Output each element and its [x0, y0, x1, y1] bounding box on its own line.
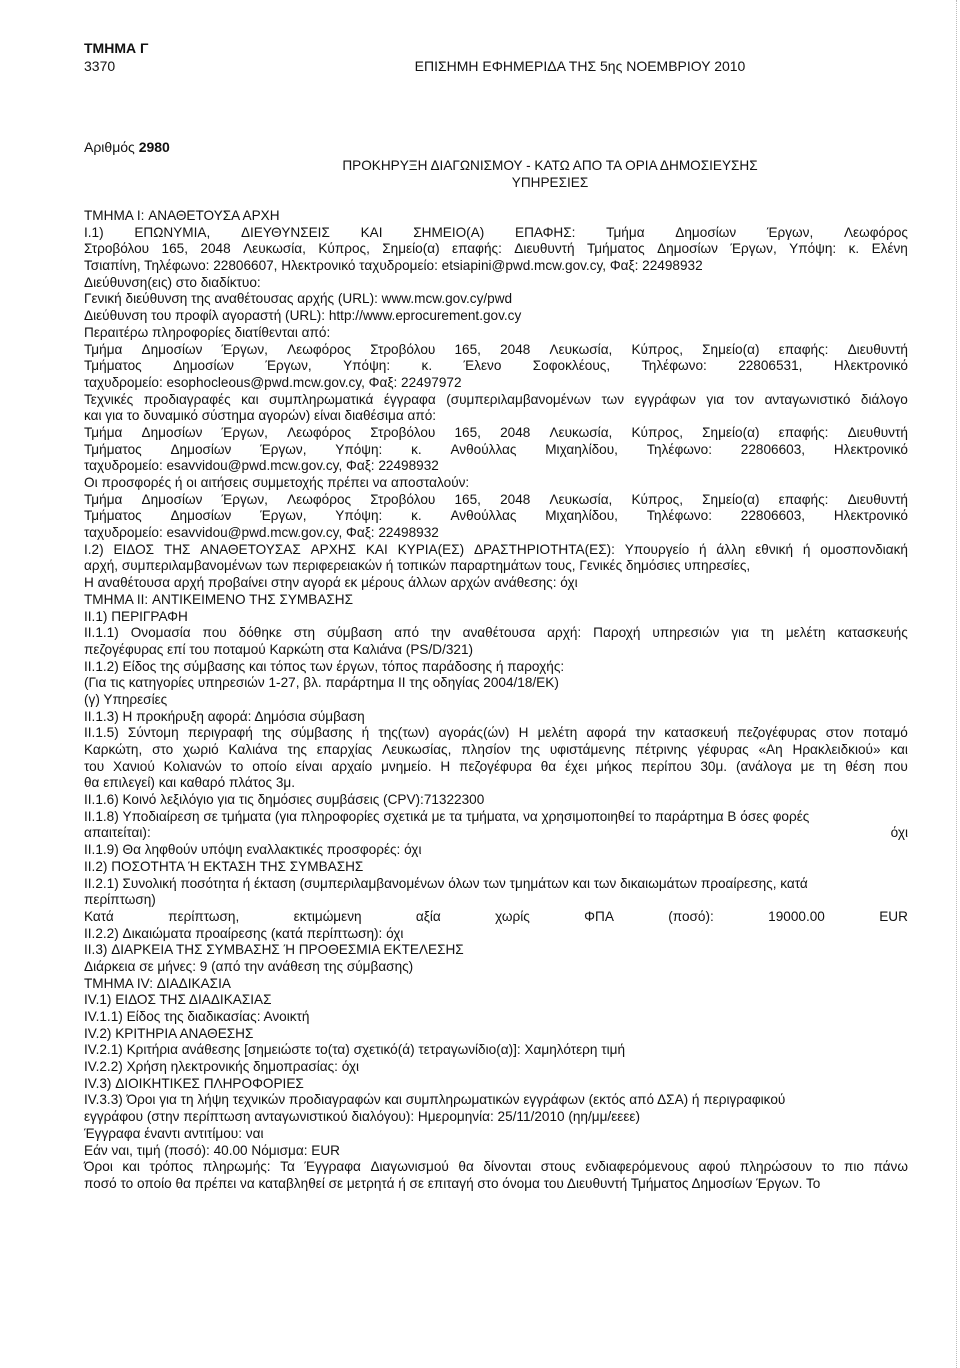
word: Διευθυντή	[847, 491, 908, 507]
word: ή	[802, 541, 811, 557]
text-line: II.1.6) Κοινό λεξιλόγιο για τις δημόσιες συμβάσεις (CPV):71322300	[84, 792, 485, 808]
word: πιο	[843, 1159, 864, 1175]
word: Έλενο	[463, 358, 502, 374]
word: Έργων,	[260, 508, 307, 524]
word: αξία	[415, 908, 441, 924]
word: I.2)	[84, 541, 104, 557]
word: Στροβόλου	[370, 424, 436, 440]
word: αγοράς(ών)	[438, 725, 510, 741]
text-line: II.1.9) Θα ληφθούν υπόψη εναλλακτικές προσφορές: όχι	[84, 842, 422, 858]
word: αφού	[698, 1159, 731, 1175]
word: 19000.00	[768, 908, 825, 924]
word: Λευκωσία,	[549, 424, 613, 440]
word: Δημοσίων	[141, 341, 203, 357]
word: Χανιού	[113, 758, 155, 774]
word: Ηλεκτρονικό	[833, 508, 908, 524]
word: 2048	[500, 424, 531, 440]
word: «Αη	[758, 742, 783, 757]
word: τρόπος	[149, 1159, 194, 1175]
word: χωριό	[183, 742, 219, 757]
text-line: IV.2) ΚΡΙΤΗΡΙΑ ΑΝΑΘΕΣΗΣ	[84, 1025, 254, 1041]
word: επαφής:	[778, 491, 829, 507]
text-line	[84, 508, 908, 525]
text-line	[84, 909, 908, 926]
word: ΔΡΑΣΤΗΡΙΟΤΗΤΑ(ΕΣ):	[473, 541, 615, 557]
word: θα	[458, 1159, 474, 1175]
text-line: και για το δυναμικό σύστημα αγορών) είναι διαθέσιμα από:	[84, 408, 437, 424]
word: (συμπεριλαμβανομένων	[446, 391, 591, 407]
word: Κύπρος,	[631, 424, 683, 440]
word: περίπτωση,	[168, 908, 240, 924]
text-line: II.1.2) Είδος της σύμβασης και τόπος των έργων, τόπος παράδοσης ή παροχής:	[84, 658, 565, 674]
word: Έργων,	[221, 424, 268, 440]
text-line: IV.3) ΔΙΟΙΚΗΤΙΚΕΣ ΠΛΗΡΟΦΟΡΙΕΣ	[84, 1075, 304, 1091]
text-line: πεζογέφυρας επί του ποταμού Καρκώτη στα Καλιάνα (PS/D/321)	[84, 641, 474, 657]
word: Ηλεκτρονικό	[833, 358, 908, 374]
word: Ηρακλειδκιού»	[792, 742, 881, 757]
word: τη	[823, 758, 837, 774]
text-line: (γ) Υπηρεσίες	[84, 691, 168, 707]
word: Τηλέφωνο:	[641, 358, 707, 374]
word: επαφής:	[778, 341, 829, 357]
word: της	[261, 725, 282, 741]
text-line: περίπτωση)	[84, 892, 156, 908]
word: υφιστάμενης	[549, 742, 626, 757]
word: Καλιάνα	[228, 742, 278, 757]
word: Κύπρος,	[631, 491, 683, 507]
word: Όροι	[84, 1159, 113, 1175]
word: Δημοσίων	[173, 358, 234, 374]
word: 2048	[500, 341, 531, 357]
word: πεζογέφυρα	[459, 758, 532, 774]
word: EUR	[879, 908, 908, 924]
word: 22806531,	[738, 358, 803, 374]
word: πλησίον	[461, 742, 511, 757]
word: μνημείο.	[381, 758, 432, 774]
word: 22806603,	[740, 508, 806, 524]
word: Τεχνικές	[84, 391, 134, 407]
word: Στροβόλου	[84, 241, 150, 257]
word: σύμβασης	[290, 725, 353, 741]
word: του	[84, 758, 105, 774]
word: για	[731, 625, 750, 641]
text-line: Οι προσφορές ή οι αιτήσεις συμμετοχής πρέπει να αποσταλούν:	[84, 475, 470, 490]
word: επαφής:	[452, 241, 502, 257]
word: Η	[440, 758, 451, 774]
word: έχει	[564, 758, 588, 774]
word: εκτιμώμενη	[293, 908, 362, 924]
notice-title-line: ΥΠΗΡΕΣΙΕΣ	[511, 174, 589, 190]
word: που	[883, 758, 908, 774]
word: ΕΙΔΟΣ	[113, 541, 155, 557]
word: Έργων,	[730, 241, 777, 257]
word: πεζογέφυρας	[737, 725, 817, 741]
word: που	[202, 625, 227, 641]
word: μήκος	[596, 758, 633, 774]
word: Σημείο(α)	[702, 491, 760, 507]
word: Στροβόλου	[370, 491, 436, 507]
word: Σημείο(α)	[702, 424, 760, 440]
word: ΑΡΧΗΣ	[310, 541, 356, 557]
word: Σημείο(α)	[702, 341, 760, 357]
journal-header: ΕΠΙΣΗΜΗ ΕΦΗΜΕΡΙΔΑ ΤΗΣ 5ης ΝΟΕΜΒΡΙΟΥ 2010	[414, 58, 746, 74]
word: Τμήματος	[84, 441, 142, 457]
word: 2048	[200, 241, 231, 257]
word: Μιχαηλίδου,	[545, 441, 618, 457]
text-line: Εάν ναι, τιμή (ποσό): 40.00 Νόμισμα: EUR	[84, 1142, 340, 1158]
word: συμπληρωματικά	[269, 391, 374, 407]
word: κατασκευής	[837, 625, 908, 641]
word: 30μ.	[700, 758, 728, 774]
word: περίπου	[641, 758, 692, 774]
text-line: ΤΜΗΜΑ IV: ΔΙΑΔΙΚΑΣΙΑ	[84, 975, 231, 991]
word: το	[821, 1159, 835, 1175]
word: Παροχή	[593, 625, 641, 641]
text-line	[84, 825, 908, 842]
word: στους	[540, 1159, 576, 1175]
word: Ανθούλλας	[450, 441, 517, 457]
word: την	[430, 625, 451, 641]
word: Τμήμα	[84, 424, 123, 440]
text-line: Έγγραφα έναντι αντιτίμου: ναι	[84, 1125, 264, 1141]
word: πέτρινης	[635, 742, 688, 757]
word: άλλη	[716, 541, 746, 557]
word: για	[706, 391, 725, 407]
word: και	[241, 391, 259, 407]
word: γέφυρας	[697, 742, 749, 757]
word: την	[635, 725, 656, 741]
word: Έργων,	[260, 441, 307, 457]
word: ΚΑΙ	[360, 224, 383, 240]
word: το	[230, 758, 244, 774]
word: είναι	[295, 758, 323, 774]
word: 165,	[161, 241, 188, 257]
word: Τμήμα	[84, 341, 123, 357]
text-line: II.3) ΔΙΑΡΚΕΙΑ ΤΗΣ ΣΥΜΒΑΣΗΣ Ή ΠΡΟΘΕΣΜΙΑ ΕΚΤΕΛΕΣΗΣ	[84, 942, 464, 958]
word: Λευκωσία,	[243, 241, 306, 257]
word: πληρώσουν	[739, 1159, 813, 1175]
word: Λεωφόρος	[843, 224, 908, 240]
word: ΤΗΣ	[163, 541, 191, 557]
word: κ.	[848, 241, 860, 257]
word: της(των)	[378, 725, 430, 741]
word: επαρχίας	[316, 742, 373, 757]
text-line: ταχυδρομείο: esavvidou@pwd.mcw.gov.cy, Φαξ: 22498932	[84, 525, 439, 541]
word: Διευθυντή	[514, 241, 575, 257]
word: Υπόψη:	[343, 358, 391, 374]
text-line	[84, 1159, 908, 1176]
notice-number	[84, 139, 170, 156]
text-line	[84, 492, 908, 509]
text-line: II.2.2) Δικαιώματα προαίρεσης (κατά περίπτωση): όχι	[84, 925, 404, 941]
word: θα	[540, 758, 557, 774]
word: Έργων,	[221, 491, 268, 507]
text-line: Διεύθυνση(εις) στο διαδίκτυο:	[84, 274, 261, 290]
text-line: II.2.1) Συνολική ποσότητα ή έκταση (συμπεριλαμβανομένων όλων των τμημάτων και των δικαιωμάτων προαίρεσης, κατά	[84, 875, 808, 891]
text-line: IV.1.1) Είδος της διαδικασίας: Ανοικτή	[84, 1009, 310, 1024]
text-line: Η αναθέτουσα αρχή προβαίνει στην αγορά εκ μέρους άλλων αρχών ανάθεσης: όχι	[84, 575, 578, 591]
text-line: IV.2.1) Κριτήρια ανάθεσης [σημειώστε το(τα) σχετικό(ά) τετραγωνίδιο(α)]: Χαμηλότερη τιμή	[84, 1042, 626, 1058]
word: κ.	[411, 441, 422, 457]
word: Κύπρος,	[631, 341, 683, 357]
word: εθνική	[755, 541, 794, 557]
word: από	[394, 625, 420, 641]
word: της	[520, 742, 541, 757]
notice-title	[200, 158, 900, 191]
text-line: Περαιτέρω πληροφορίες διατίθενται από:	[84, 324, 331, 340]
word: Έργων,	[221, 341, 268, 357]
word: I.1)	[84, 224, 104, 240]
text-line: IV.1) ΕΙΔΟΣ ΤΗΣ ΔΙΑΔΙΚΑΣΙΑΣ	[84, 992, 272, 1008]
text-line: Διάρκεια σε μήνες: 9 (από την ανάθεση της σύμβασης)	[84, 958, 414, 974]
word: Τμήματος	[84, 358, 142, 374]
text-line: II.2) ΠΟΣΟΤΗΤΑ Ή ΕΚΤΑΣΗ ΤΗΣ ΣΥΜΒΑΣΗΣ	[84, 858, 364, 874]
word: ΦΠΑ	[584, 908, 614, 924]
word: Λεωφόρος	[287, 424, 352, 440]
word: εγγράφων	[634, 391, 696, 407]
word: κ.	[411, 508, 422, 524]
word: Κύπρος,	[318, 241, 370, 257]
word: των	[601, 391, 625, 407]
notice-number-label: Αριθμός	[84, 139, 135, 155]
word: ποταμό	[862, 725, 908, 741]
word: Λευκωσία,	[549, 341, 613, 357]
text-line: (Για τις κατηγορίες υπηρεσιών 1-27, βλ. παράρτημα II της οδηγίας 2004/18/ΕΚ)	[84, 675, 559, 691]
text-line	[84, 725, 908, 742]
word: Σοφοκλέους,	[532, 358, 611, 374]
word: με	[800, 758, 815, 774]
word: ή	[698, 541, 707, 557]
word: Η	[518, 725, 529, 741]
word: αρχή:	[547, 625, 582, 641]
word: Ανθούλλας	[450, 508, 517, 524]
text-line	[84, 542, 908, 559]
word: Κατά	[84, 908, 114, 924]
text-line	[84, 241, 908, 258]
word: προδιαγραφές	[143, 391, 231, 407]
word: Δημοσίων	[141, 424, 203, 440]
scan-edge	[956, 0, 960, 1368]
word: στη	[293, 625, 316, 641]
word: αφορά	[586, 725, 627, 741]
word: πληρωμής:	[202, 1159, 271, 1175]
notice-title-line: ΠΡΟΚΗΡΥΞΗ ΔΙΑΓΩΝΙΣΜΟΥ - ΚΑΤΩ ΑΠΟ ΤΑ ΟΡΙΑ ΔΗΜΟΣΙΕΥΣΗΣ	[342, 158, 758, 173]
word: μελέτη	[537, 725, 578, 741]
word: διάλογο	[860, 391, 908, 407]
text-line: Διεύθυνση του προφίλ αγοραστή (URL): http://www.eprocurement.gov.cy	[84, 308, 522, 324]
word: Κολιανών	[163, 758, 222, 774]
text-line: εγγράφου (στην περίπτωση ανταγωνιστικού διαλόγου): Ημερομηνία: 25/11/2010 (ηη/μμ/εεεε)	[84, 1109, 640, 1125]
notice-body	[84, 208, 908, 1193]
word: όχι	[890, 825, 908, 841]
word: Υπόψη:	[789, 241, 837, 257]
word: ΣΗΜΕΙΟ(Α)	[413, 224, 485, 240]
word: Υπουργείο	[624, 541, 690, 557]
word: υπηρεσιών	[652, 625, 720, 641]
word: ΔΙΕΥΘΥΝΣΕΙΣ	[240, 224, 330, 240]
word: της	[287, 742, 307, 757]
word: 165,	[454, 491, 481, 507]
word: Δημοσίων	[170, 508, 232, 524]
text-line	[84, 358, 908, 375]
word: σύμβαση	[326, 625, 383, 641]
text-line	[84, 225, 908, 242]
word: Σημείο(α)	[382, 241, 440, 257]
word: Διευθυντή	[847, 341, 908, 357]
word: Καρκώτη,	[84, 742, 143, 757]
word: ενδιαφερόμενους	[585, 1159, 690, 1175]
word: Δημοσίων	[657, 241, 718, 257]
word: Έργων,	[265, 358, 312, 374]
word: Έργων,	[766, 224, 814, 240]
word: Δημοσίων	[675, 224, 737, 240]
word: (ανάλογα	[735, 758, 792, 774]
word: Δημοσίων	[170, 441, 232, 457]
word: Στροβόλου	[370, 341, 436, 357]
word: πάνω	[873, 1159, 908, 1175]
text-line	[84, 742, 908, 759]
word: Μιχαηλίδου,	[545, 508, 618, 524]
word: ΚΑΙ	[365, 541, 388, 557]
text-line: Τσιαπίνη, Τηλέφωνο: 22806607, Ηλεκτρονικό ταχυδρομείο: etsiapini@pwd.mcw.gov.cy, Φαξ: 22498932	[84, 258, 703, 274]
text-line: θα επιλεγεί) και καθαρό πλάτος 3μ.	[84, 775, 296, 791]
word: αρχαίο	[331, 758, 373, 774]
word: κ.	[421, 358, 433, 374]
word: δίνονται	[483, 1159, 532, 1175]
word: τον	[734, 391, 755, 407]
text-line	[84, 625, 908, 642]
word: II.1.5)	[84, 725, 119, 741]
word: Τα	[280, 1159, 295, 1175]
word: κατασκευή	[664, 725, 729, 741]
word: Λευκωσία,	[549, 491, 613, 507]
word: Διευθυντή	[847, 424, 908, 440]
notice-number-value: 2980	[138, 139, 170, 155]
text-line: ταχυδρομείο: esophocleous@pwd.mcw.gov.cy, Φαξ: 22497972	[84, 374, 462, 390]
word: Σύντομη	[127, 725, 179, 741]
text-line: IV.2.2) Χρήση ηλεκτρονικής δημοπρασίας: όχι	[84, 1059, 360, 1075]
word: ΕΠΩΝΥΜΙΑ,	[134, 224, 211, 240]
text-line: II.1) ΠΕΡΙΓΡΑΦΗ	[84, 608, 188, 624]
text-line	[84, 342, 908, 359]
word: έγγραφα	[383, 391, 436, 407]
word: χωρίς	[495, 908, 530, 924]
word: Τμήματος	[84, 508, 142, 524]
word: II.1.1)	[84, 625, 119, 641]
word: Τμήμα	[606, 224, 645, 240]
word: τη	[760, 625, 774, 641]
word: Λευκωσίας,	[381, 742, 452, 757]
word: Τμήμα	[84, 491, 123, 507]
word: 2048	[500, 491, 531, 507]
text-line: II.1.3) Η προκήρυξη αφορά: Δημόσια σύμβαση	[84, 708, 365, 724]
word: περιγραφή	[187, 725, 253, 741]
text-line	[84, 425, 908, 442]
word: Ελένη	[871, 241, 908, 257]
word: Έγγραφα	[304, 1159, 361, 1175]
word: στο	[152, 742, 174, 757]
word: ΑΝΑΘΕΤΟΥΣΑΣ	[200, 541, 301, 557]
word: Τηλέφωνο:	[646, 508, 713, 524]
word: Υπόψη:	[335, 508, 383, 524]
text-line: IV.3.3) Όροι για τη λήψη τεχνικών προδιαγραφών και συμπληρωματικών εγγράφων (εκτός από ΔΣΑ) ή περιγραφικού	[84, 1092, 786, 1108]
word: ΕΠΑΦΗΣ:	[515, 224, 576, 240]
word: Υπόψη:	[335, 441, 383, 457]
word: ΚΥΡΙΑ(ΕΣ)	[397, 541, 465, 557]
text-line: ΤΜΗΜΑ I: ΑΝΑΘΕΤΟΥΣΑ ΑΡΧΗ	[84, 208, 280, 223]
word: Λεωφόρος	[287, 491, 352, 507]
word: επαφής:	[778, 424, 829, 440]
word: 165,	[454, 341, 481, 357]
word: οποίο	[252, 758, 287, 774]
word: στον	[825, 725, 854, 741]
word: ομοσπονδιακή	[820, 541, 908, 557]
word: δόθηκε	[238, 625, 282, 641]
word: Τμήματος	[586, 241, 645, 257]
word: αναθέτουσα	[462, 625, 536, 641]
text-line	[84, 442, 908, 459]
word: 22806603,	[740, 441, 806, 457]
text-line: ποσό το οποίο θα πρέπει να καταβληθεί σε μετρητά ή σε επιταγή στο όνομα του Διευθυντή Τμήματος Δημοσίων Έργων. Το	[84, 1175, 821, 1191]
word: ή	[361, 725, 370, 741]
word: Δημοσίων	[141, 491, 203, 507]
word: Τηλέφωνο:	[646, 441, 713, 457]
word: Ηλεκτρονικό	[833, 441, 908, 457]
word: (ποσό):	[668, 908, 714, 924]
word: Διαγωνισμού	[370, 1159, 449, 1175]
word: και	[122, 1159, 140, 1175]
text-line: αρχή, συμπεριλαμβανομένων των περιφερειακών ή τοπικών παραρτημάτων τους, Γενικές δημόσιες υπηρεσίες,	[84, 558, 751, 574]
word: μελέτη	[785, 625, 826, 641]
text-line: Γενική διεύθυνση της αναθέτουσας αρχής (URL): www.mcw.gov.cy/pwd	[84, 291, 513, 307]
word: Λεωφόρος	[287, 341, 352, 357]
word: απαιτείται):	[84, 825, 151, 841]
text-line	[84, 759, 908, 776]
text-line: ταχυδρομείο: esavvidou@pwd.mcw.gov.cy, Φαξ: 22498932	[84, 458, 439, 474]
word: και	[890, 742, 908, 757]
word: 165,	[454, 424, 481, 440]
word: θέση	[845, 758, 875, 774]
text-line	[84, 392, 908, 409]
page-number: 3370	[84, 58, 116, 74]
text-line: II.1.8) Υποδιαίρεση σε τμήματα (για πληροφορίες σχετικά με τα τμήματα, να χρησιμοποιηθεί το παράρτημα Β όσες φορές	[84, 808, 810, 824]
word: Ονομασία	[130, 625, 191, 641]
word: ανταγωνιστικό	[764, 391, 851, 407]
text-line: ΤΜΗΜΑ II: ΑΝΤΙΚΕΙΜΕΝΟ ΤΗΣ ΣΥΜΒΑΣΗΣ	[84, 591, 354, 607]
section-label: ΤΜΗΜΑ Γ	[84, 40, 149, 56]
